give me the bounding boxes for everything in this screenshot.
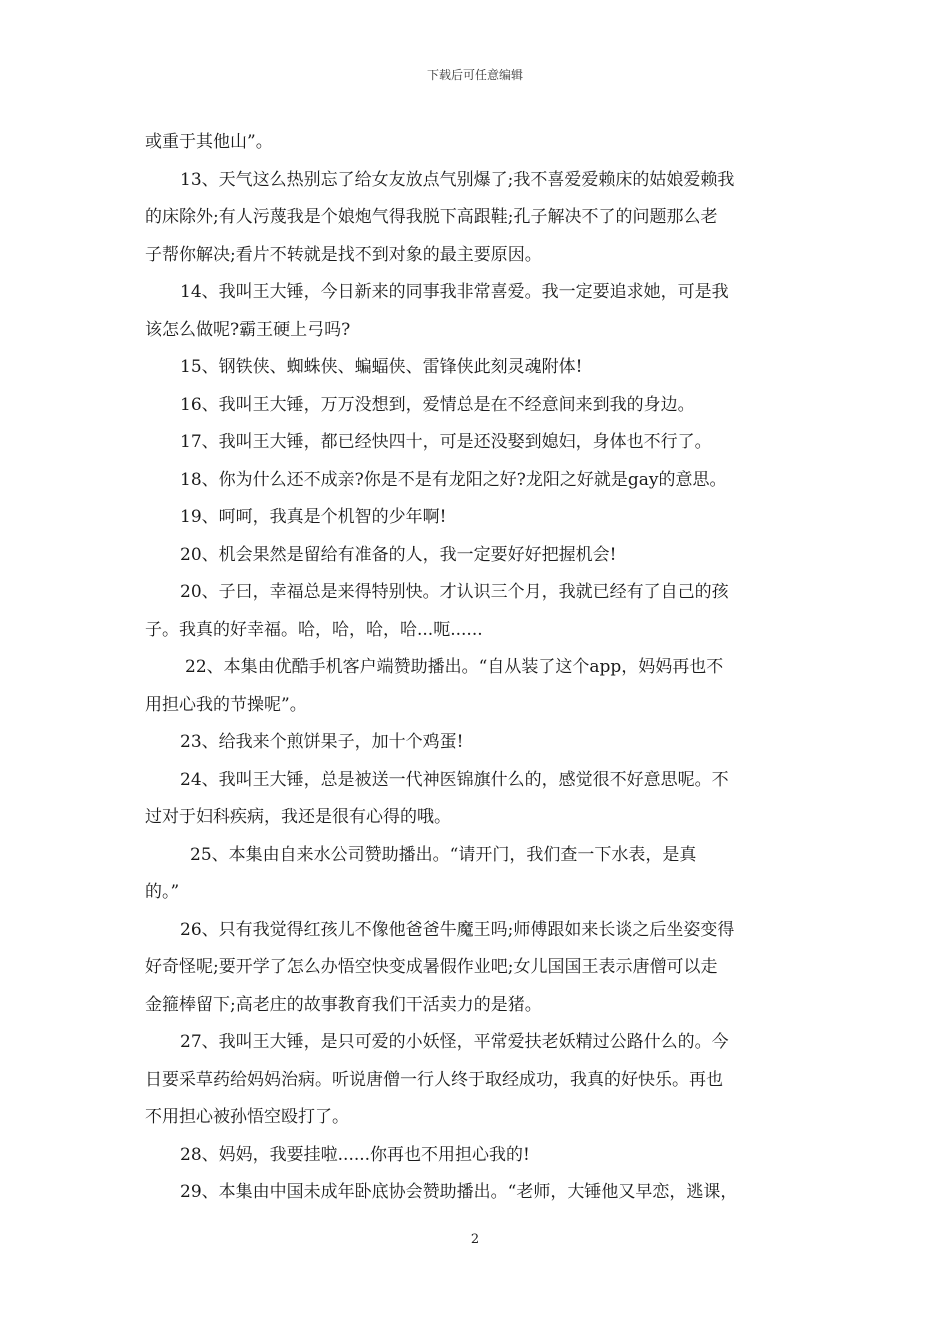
text-line: 用担心我的节操呢”。	[145, 694, 307, 715]
text-line: 日要采草药给妈妈治病。听说唐僧一行人终于取经成功，我真的好快乐。再也	[145, 1069, 723, 1090]
text-line: 或重于其他山”。	[145, 132, 273, 152]
text-line: 19、呵呵，我真是个机智的少年啊!	[180, 507, 447, 527]
text-line: 17、我叫王大锤，都已经快四十，可是还没娶到媳妇，身体也不行了。	[180, 432, 712, 452]
text-line: 该怎么做呢?霸王硬上弓吗?	[145, 319, 351, 340]
text-line: 29、本集由中国未成年卧底协会赞助播出。“老师，大锤他又早恋，逃课，	[180, 1182, 738, 1202]
text-line: 的。”	[145, 882, 180, 902]
text-line: 20、机会果然是留给有准备的人，我一定要好好把握机会!	[180, 544, 617, 565]
text-line: 26、只有我觉得红孩儿不像他爸爸牛魔王吗;师傅跟如来长谈之后坐姿变得	[180, 919, 735, 940]
page-header: 下载后可任意编辑	[426, 68, 523, 82]
text-line: 20、子曰，幸福总是来得特别快。才认识三个月，我就已经有了自己的孩	[180, 582, 729, 602]
text-line: 好奇怪呢;要开学了怎么办悟空快变成暑假作业吧;女儿国国王表示唐僧可以走	[145, 957, 718, 977]
text-line: 金箍棒留下;高老庄的故事教育我们干活卖力的是猪。	[145, 994, 542, 1015]
text-line: 14、我叫王大锤，今日新来的同事我非常喜爱。我一定要追求她，可是我	[180, 282, 729, 302]
text-line: 不用担心被孙悟空殴打了。	[145, 1107, 349, 1127]
text-line: 18、你为什么还不成亲?你是不是有龙阳之好?龙阳之好就是gay的意思。	[180, 469, 727, 490]
text-line: 13、天气这么热别忘了给女友放点气别爆了;我不喜爱爱赖床的姑娘爱赖我	[180, 169, 735, 190]
text-line: 子帮你解决;看片不转就是找不到对象的最主要原因。	[145, 244, 542, 265]
text-line: 15、钢铁侠、蜘蛛侠、蝙蝠侠、雷锋侠此刻灵魂附体!	[180, 357, 583, 377]
page-number: 2	[470, 1232, 480, 1247]
text-line: 的床除外;有人污蔑我是个娘炮气得我脱下高跟鞋;孔子解决不了的问题那么老	[145, 207, 718, 227]
text-line: 27、我叫王大锤，是只可爱的小妖怪，平常爱扶老妖精过公路什么的。今	[180, 1032, 729, 1052]
text-line: 25、本集由自来水公司赞助播出。“请开门，我们查一下水表，是真	[190, 844, 697, 865]
text-line: 28、妈妈，我要挂啦......你再也不用担心我的!	[180, 1144, 530, 1165]
text-line: 24、我叫王大锤，总是被送一代神医锦旗什么的，感觉很不好意思呢。不	[180, 769, 729, 790]
text-line: 22、本集由优酷手机客户端赞助播出。“自从装了这个app，妈妈再也不	[185, 657, 724, 677]
text-line: 23、给我来个煎饼果子，加十个鸡蛋!	[180, 732, 464, 752]
text-line: 16、我叫王大锤，万万没想到，爱情总是在不经意间来到我的身边。	[180, 394, 695, 415]
text-line: 过对于妇科疾病，我还是很有心得的哦。	[145, 807, 451, 827]
text-line: 子。我真的好幸福。哈，哈，哈，哈...呃......	[145, 619, 483, 640]
document-body	[145, 124, 815, 1212]
